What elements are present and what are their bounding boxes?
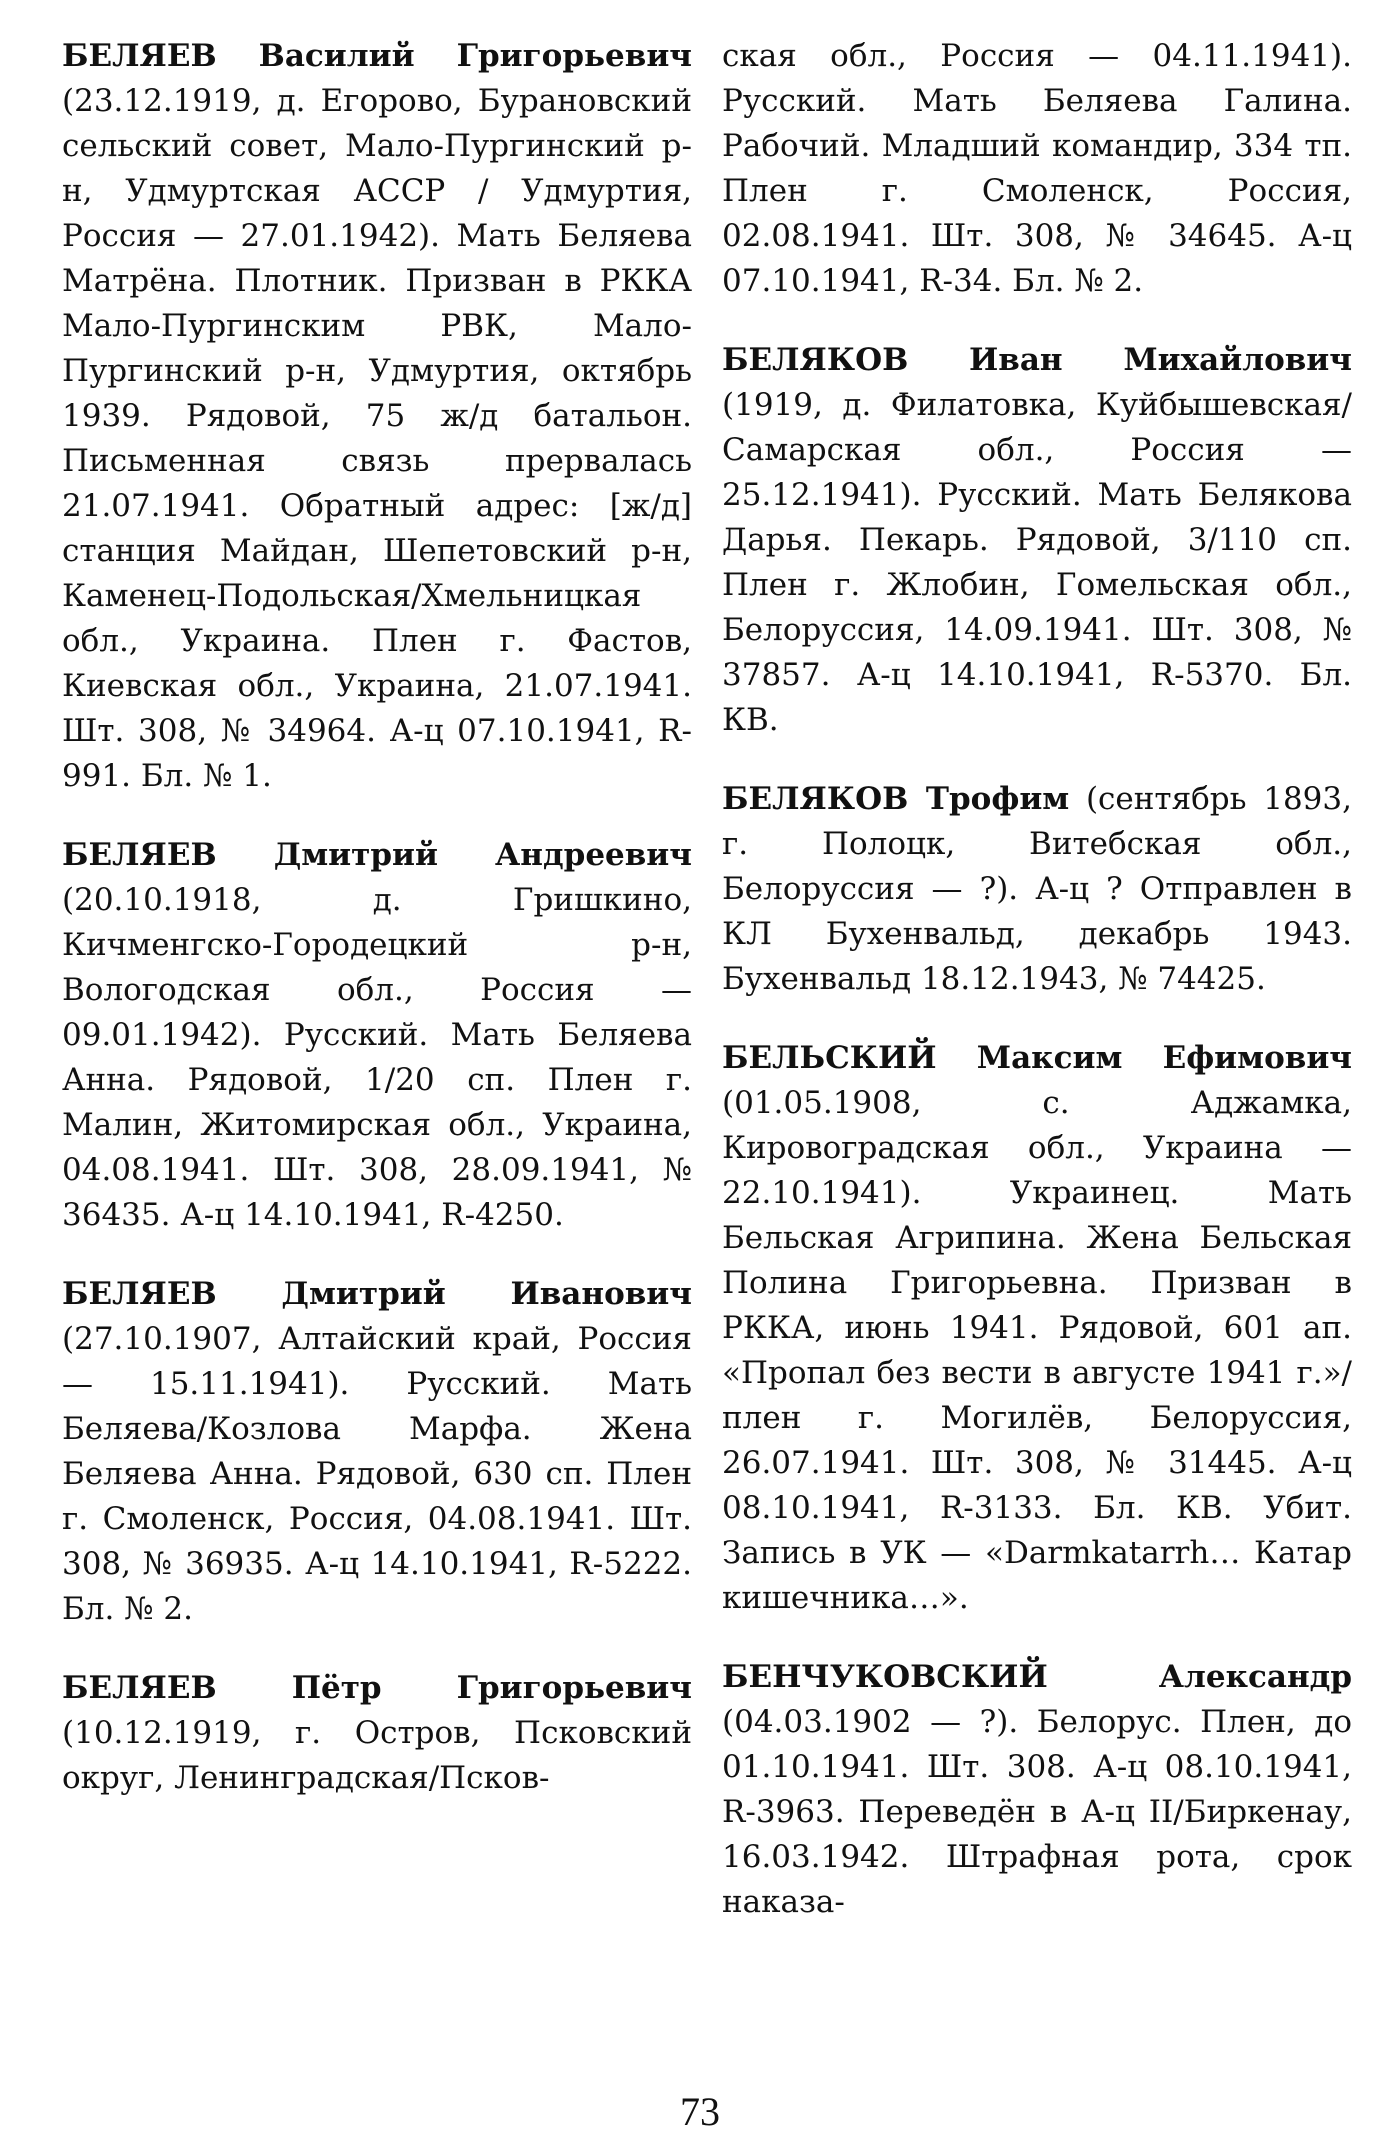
entry-name: БЕЛЬСКИЙ Максим Ефимович [722, 1040, 1352, 1076]
entry-text: (27.10.1907, Алтайский край, Россия — 15.11.1941). Русский. Мать Беляева/Козлова Марфа. Жена Беляева Анна. Рядовой, 630 сп. Плен г. Смоленск, Россия, 04.08.1941. Шт. 308, № 36935. А-ц 14.10.1941, R-5222. Бл. № 2. [62, 1321, 692, 1627]
right-column [722, 34, 1352, 1959]
entry-text: ская обл., Россия — 04.11.1941). Русский. Мать Беляева Галина. Рабочий. Младший командир, 334 тп. Плен г. Смоленск, Россия, 02.08.1941. Шт. 308, № 34645. А-ц 07.10.1941, R-34. Бл. № 2. [722, 38, 1352, 299]
entry-belskii-maksim [722, 1036, 1352, 1621]
entry-text: (04.03.1902 — ?). Белорус. Плен, до 01.10.1941. Шт. 308. А-ц 08.10.1941, R-3963. Переведён в А-ц II/Биркенау, 16.03.1942. Штрафная рота, срок наказа- [722, 1704, 1352, 1920]
entry-beliaev-petr-continued [722, 34, 1352, 304]
entry-beliaev-dmitrii-andreevich [62, 833, 692, 1238]
entry-name: БЕЛЯЕВ Пётр Григорьевич [62, 1670, 692, 1706]
entry-name: БЕЛЯКОВ Иван Михайлович [722, 342, 1352, 378]
entry-text: (10.12.1919, г. Остров, Псковский округ, Ленинградская/Псков- [62, 1715, 692, 1796]
left-column [62, 34, 692, 1835]
entry-text: (01.05.1908, с. Аджамка, Кировоградская обл., Украина — 22.10.1941). Украинец. Мать Бельская Агрипина. Жена Бельская Полина Григорьевна. Призван в РККА, июнь 1941. Рядовой, 601 ап. «Пропал без вести в августе 1941 г.»/плен г. Могилёв, Белоруссия, 26.07.1941. Шт. 308, № 31445. А-ц 08.10.1941, R-3133. Бл. КВ. Убит. Запись в УК — «Darmkatarrh… Катар кишечника…». [722, 1085, 1352, 1616]
entry-name: БЕЛЯКОВ Трофим [722, 781, 1070, 817]
entry-beliaev-dmitrii-ivanovich [62, 1272, 692, 1632]
entry-benchukovskii-aleksandr [722, 1655, 1352, 1925]
entry-beliaev-petr [62, 1666, 692, 1801]
entry-name: БЕЛЯЕВ Дмитрий Андреевич [62, 837, 692, 873]
entry-beliakov-trofim [722, 777, 1352, 1002]
entry-text: (сентябрь 1893, г. Полоцк, Витебская обл., Белоруссия — ?). А-ц ? Отправлен в КЛ Бухенвальд, декабрь 1943. Бухенвальд 18.12.1943, № 74425. [722, 781, 1352, 997]
page-number: 73 [680, 2089, 720, 2134]
entry-text: (23.12.1919, д. Егорово, Бурановский сельский совет, Мало-Пургинский р-н, Удмуртская АССР / Удмуртия, Россия — 27.01.1942). Мать Беляева Матрёна. Плотник. Призван в РККА Мало-Пургинским РВК, Мало-Пургинский р-н, Удмуртия, октябрь 1939. Рядовой, 75 ж/д батальон. Письменная связь прервалась 21.07.1941. Обратный адрес: [ж/д] станция Майдан, Шепетовский р-н, Каменец-Подольская/Хмельницкая обл., Украина. Плен г. Фастов, Киевская обл., Украина, 21.07.1941. Шт. 308, № 34964. А-ц 07.10.1941, R-991. Бл. № 1. [62, 83, 692, 794]
entry-name: БЕЛЯЕВ Дмитрий Иванович [62, 1276, 692, 1312]
entry-beliaev-vasilii [62, 34, 692, 799]
entry-beliakov-ivan [722, 338, 1352, 743]
entry-name: БЕЛЯЕВ Василий Григорьевич [62, 38, 692, 74]
entry-name: БЕНЧУКОВСКИЙ Александр [722, 1659, 1352, 1695]
entry-text: (20.10.1918, д. Гришкино, Кичменгско-Городецкий р-н, Вологодская обл., Россия — 09.01.1942). Русский. Мать Беляева Анна. Рядовой, 1/20 сп. Плен г. Малин, Житомирская обл., Украина, 04.08.1941. Шт. 308, 28.09.1941, № 36435. А-ц 14.10.1941, R-4250. [62, 882, 692, 1233]
entry-text: (1919, д. Филатовка, Куйбышевская/Самарская обл., Россия — 25.12.1941). Русский. Мать Белякова Дарья. Пекарь. Рядовой, 3/110 сп. Плен г. Жлобин, Гомельская обл., Белоруссия, 14.09.1941. Шт. 308, № 37857. А-ц 14.10.1941, R-5370. Бл. КВ. [722, 387, 1352, 738]
